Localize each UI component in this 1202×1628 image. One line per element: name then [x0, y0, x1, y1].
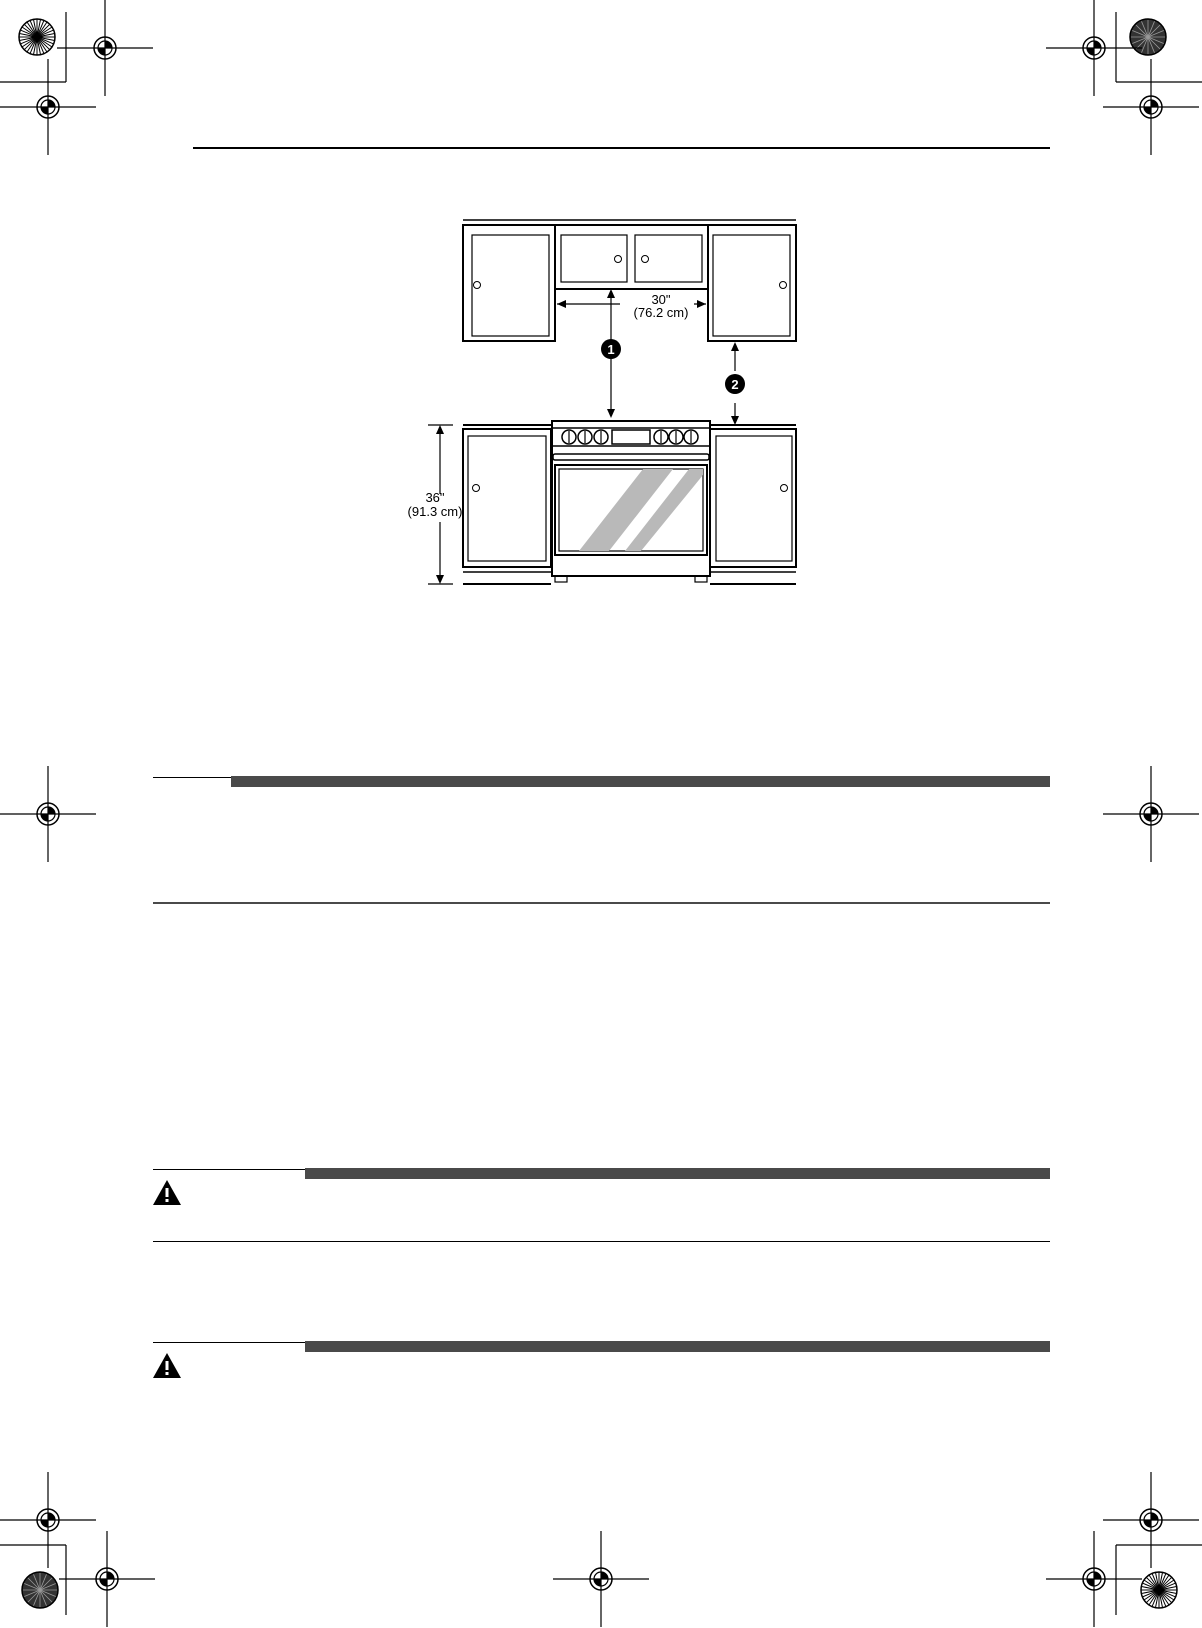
height-dimension-label: 36": [425, 490, 445, 505]
warning-2-top-thin-rule: [153, 1342, 305, 1343]
warning-1-header-bar: [305, 1168, 1050, 1179]
height-dimension-metric-label: (91.3 cm): [407, 504, 463, 519]
warning-triangle-icon: [152, 1179, 182, 1206]
callout-1-number: 1: [607, 342, 615, 357]
warning-triangle-icon: [152, 1352, 182, 1379]
width-dimension-label: 30": [651, 292, 671, 307]
note-header-bar: [231, 776, 1050, 787]
callout-2-number: 2: [731, 377, 739, 392]
warning-2-header-bar: [305, 1341, 1050, 1352]
warning-1-bottom-rule: [153, 1241, 1050, 1242]
note-bottom-rule: [153, 902, 1050, 904]
note-top-thin-rule: [153, 777, 231, 778]
warning-1-top-thin-rule: [153, 1169, 305, 1170]
width-dimension-metric-label: (76.2 cm): [633, 305, 689, 320]
